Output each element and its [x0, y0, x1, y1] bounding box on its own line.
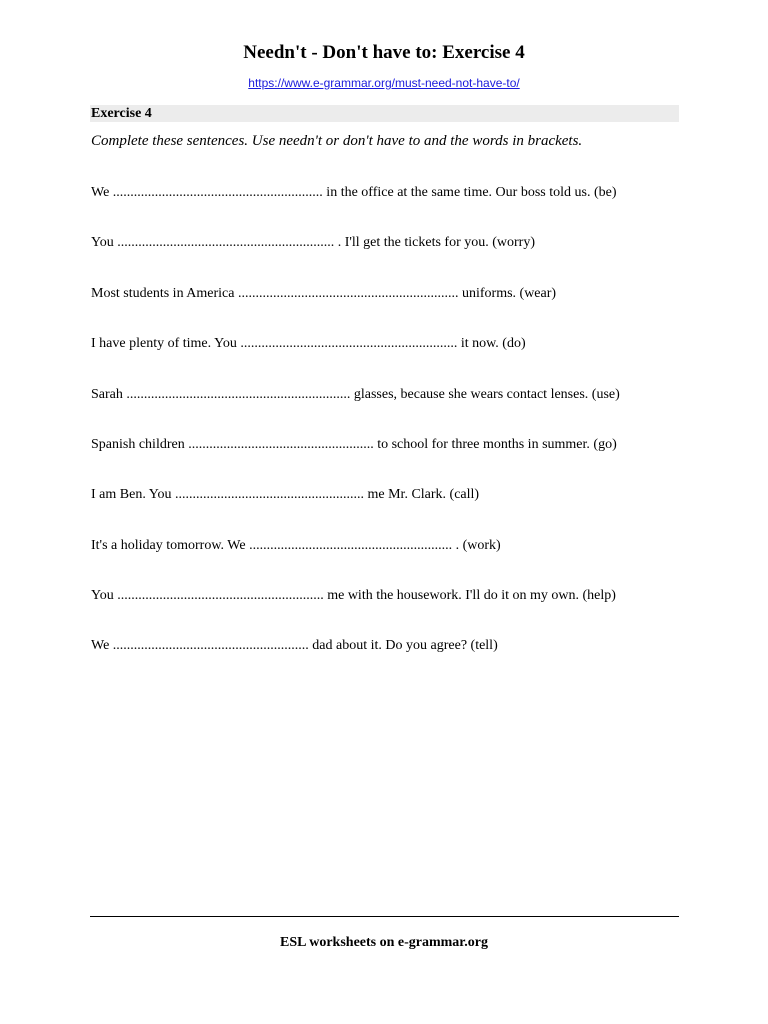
exercise-item-9: You ........................................................... me with the housework. I'll do it on my own. (help) [91, 588, 616, 603]
exercise-item-4: I have plenty of time. You .............................................................. it now. (do) [91, 336, 526, 351]
exercise-item-10: We ........................................................ dad about it. Do you agree? (tell) [91, 638, 498, 653]
section-header-bar [90, 105, 679, 122]
footer-divider [90, 916, 679, 917]
exercise-item-5: Sarah ................................................................ glasses, because she wears contact lenses. (use) [91, 387, 620, 402]
footer-text: ESL worksheets on e-grammar.org [280, 935, 488, 950]
exercise-item-7: I am Ben. You ...................................................... me Mr. Clark. (call) [91, 487, 480, 502]
exercise-item-2: You .............................................................. . I'll get the tickets for you. (worry) [91, 235, 536, 250]
instructions: Complete these sentences. Use needn't or don't have to and the words in brackets. [91, 133, 583, 149]
exercise-item-6: Spanish children ..................................................... to school for three months in summer. (go) [91, 437, 617, 452]
exercise-item-3: Most students in America ............................................................... uniforms. (wear) [91, 286, 557, 301]
section-label: Exercise 4 [91, 106, 152, 121]
source-link[interactable]: https://www.e-grammar.org/must-need-not-have-to/ [248, 76, 520, 90]
page-title: Needn't - Don't have to: Exercise 4 [243, 42, 525, 63]
exercise-item-8: It's a holiday tomorrow. We .......................................................... . (work) [91, 538, 501, 553]
exercise-item-1: We ............................................................ in the office at the same time. Our boss told us. (be) [91, 185, 617, 200]
